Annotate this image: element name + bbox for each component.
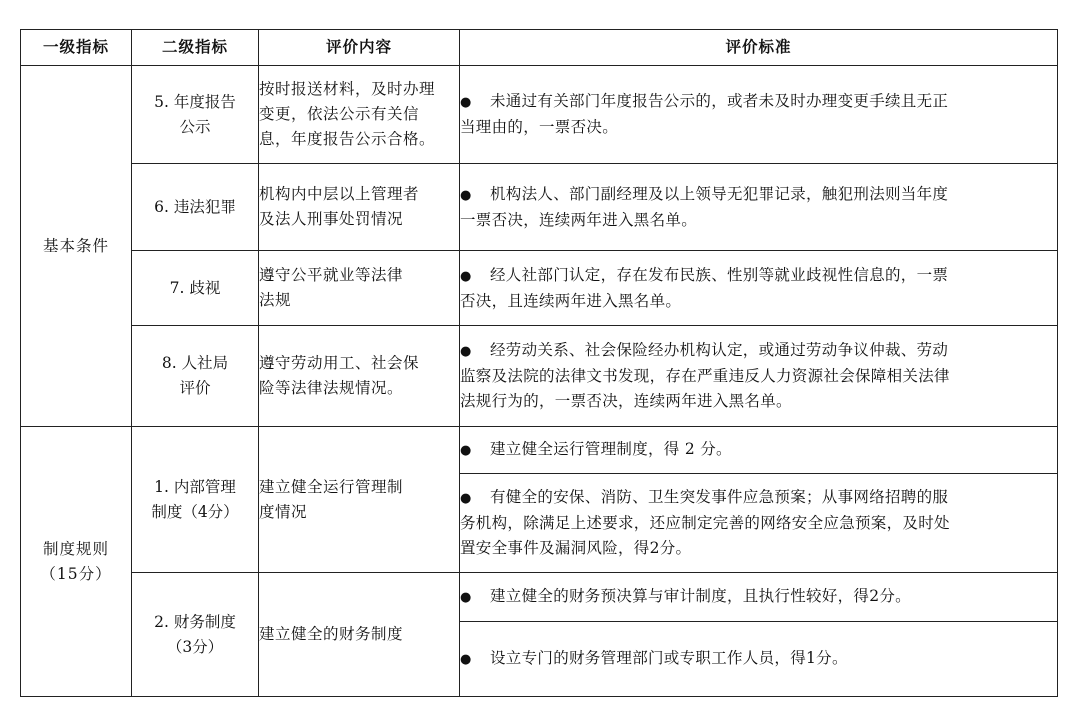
standard-cell: ● 未通过有关部门年度报告公示的，或者未及时办理变更手续且无正 当理由的，一票否决。 xyxy=(460,66,1058,164)
bullet-icon: ● xyxy=(460,590,472,605)
header-level1: 一级指标 xyxy=(21,30,132,66)
level2-cell: 7. 歧视 xyxy=(132,251,259,326)
level2-cell: 6. 违法犯罪 xyxy=(132,164,259,251)
content-cell: 建立健全运行管理制 度情况 xyxy=(259,427,460,573)
level2-cell: 1. 内部管理 制度（4分） xyxy=(132,427,259,573)
bullet-icon: ● xyxy=(460,187,472,203)
content-cell: 建立健全的财务制度 xyxy=(259,573,460,697)
evaluation-table xyxy=(20,29,1058,697)
standard-cell: ● 有健全的安保、消防、卫生突发事件应急预案；从事网络招聘的服 务机构，除满足上述要求，还应制定完善的网络安全应急预案，及时处 置安全事件及漏洞风险，得2分。 xyxy=(460,474,1058,573)
header-content: 评价内容 xyxy=(259,30,460,66)
content-cell: 遵守公平就业等法律 法规 xyxy=(259,251,460,326)
content-cell: 按时报送材料，及时办理 变更，依法公示有关信 息，年度报告公示合格。 xyxy=(259,66,460,164)
level2-cell: 5. 年度报告 公示 xyxy=(132,66,259,164)
standard-cell: ● 设立专门的财务管理部门或专职工作人员，得1分。 xyxy=(460,622,1058,697)
header-standard: 评价标准 xyxy=(460,30,1058,66)
level1-cell-basic: 基本条件 xyxy=(21,66,132,427)
content-cell: 遵守劳动用工、社会保 险等法律法规情况。 xyxy=(259,326,460,427)
bullet-icon: ● xyxy=(460,443,472,458)
level1-cell-rules: 制度规则 （15分） xyxy=(21,427,132,697)
table-row xyxy=(21,66,1058,164)
standard-cell: ● 经劳动关系、社会保险经办机构认定，或通过劳动争议仲裁、劳动 监察及法院的法律文书发现，存在严重违反人力资源社会保障相关法律 法规行为的，一票否决，连续两年进入黑名单。 xyxy=(460,326,1058,427)
table-row xyxy=(21,427,1058,474)
table-row xyxy=(21,164,1058,251)
header-level2: 二级指标 xyxy=(132,30,259,66)
bullet-icon: ● xyxy=(460,95,472,110)
bullet-icon: ● xyxy=(460,491,472,506)
table-row xyxy=(21,251,1058,326)
standard-cell: ● 建立健全运行管理制度，得 2 分。 xyxy=(460,427,1058,474)
bullet-icon: ● xyxy=(460,268,472,284)
content-cell: 机构内中层以上管理者 及法人刑事处罚情况 xyxy=(259,164,460,251)
level2-cell: 2. 财务制度 （3分） xyxy=(132,573,259,697)
table-row xyxy=(21,573,1058,622)
bullet-icon: ● xyxy=(460,344,472,359)
header-row xyxy=(21,30,1058,66)
level2-cell: 8. 人社局 评价 xyxy=(132,326,259,427)
standard-cell: ● 机构法人、部门副经理及以上领导无犯罪记录，触犯刑法则当年度 一票否决，连续两年进入黑名单。 xyxy=(460,164,1058,251)
standard-cell: ● 经人社部门认定，存在发布民族、性别等就业歧视性信息的，一票 否决，且连续两年进入黑名单。 xyxy=(460,251,1058,326)
standard-cell: ● 建立健全的财务预决算与审计制度，且执行性较好，得2分。 xyxy=(460,573,1058,622)
table-row xyxy=(21,326,1058,427)
bullet-icon: ● xyxy=(460,652,472,667)
